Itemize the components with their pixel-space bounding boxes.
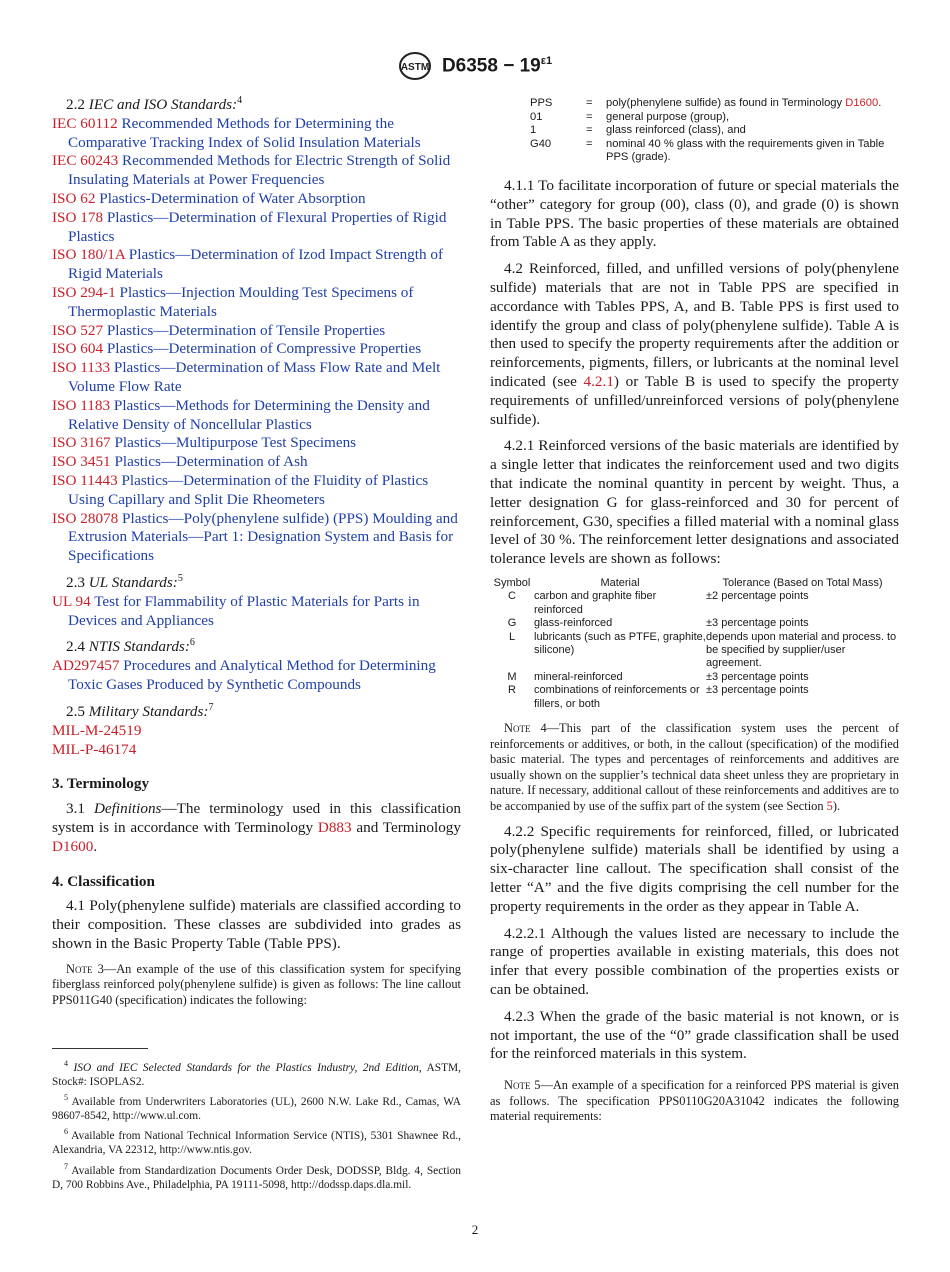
ref-d1600[interactable]: D1600 xyxy=(52,837,94,855)
note-4: Note 4—This part of the classification system uses the percent of reinforcements or additives, or both, in the callout (specification) of the modified basic material. The types and percentages of reinforcements and additives are usually shown on the supplier’s technical data sheet unless they are proprietary in nature. If necessary, additional callout of these reinforcements and additives are to be accompanied by use of the suffix part of the system (see Section 5). xyxy=(490,720,899,813)
reference-entry[interactable] xyxy=(52,510,461,566)
table-row xyxy=(490,590,899,617)
astm-logo-icon xyxy=(398,50,432,82)
material-cell: carbon and graphite fiber reinforced xyxy=(534,590,657,616)
reference-code[interactable]: ISO 1183 xyxy=(52,396,111,414)
reference-code[interactable]: ISO 11443 xyxy=(52,472,118,489)
reference-code[interactable]: ISO 180/1A xyxy=(52,246,125,264)
section-2-2-heading: 2.2 IEC and ISO Standards:$^4$ xyxy=(66,95,243,114)
reference-code[interactable]: ISO 62 xyxy=(52,190,96,208)
reference-code[interactable]: ISO 3451 xyxy=(52,453,111,471)
reference-code[interactable]: ISO 604 xyxy=(52,340,104,358)
reference-title[interactable]: Plastics-Determination of Water Absorption xyxy=(99,190,366,208)
section-4-heading: 4. Classification xyxy=(52,872,155,890)
table-row xyxy=(530,97,899,111)
footnotes xyxy=(52,1048,461,1194)
callout-ref[interactable]: D1600 xyxy=(845,97,879,109)
callout-meaning xyxy=(606,111,899,125)
footnote-number: 6 xyxy=(64,1127,68,1137)
reference-entry[interactable] xyxy=(52,115,461,153)
reference-code[interactable]: ISO 28078 xyxy=(52,509,119,527)
paragraph-4-2-2: 4.2.2 Specific requirements for reinforced, filled, or lubricated poly(phenylene sulfide) materials shall be identified by using a six-character line callout. The specification shall consist of the letter “A” and the five digits comprising the cell number for the property requirements in the order as they appear in Table A. xyxy=(490,822,899,915)
pps-callout-table xyxy=(530,97,899,165)
symbol-cell: M xyxy=(507,670,517,683)
callout-code: PPS xyxy=(530,97,553,109)
section-2-5-heading: 2.5 Military Standards:$^7$ xyxy=(66,701,214,720)
reference-entry[interactable] xyxy=(52,322,461,341)
column-header: Tolerance (Based on Total Mass) xyxy=(722,576,883,589)
symbol-cell: G xyxy=(507,617,517,630)
reference-title[interactable]: Plastics—Determination of the Fluidity of Plastics Using Capillary and Split Die Rheometers xyxy=(68,472,429,508)
table-row xyxy=(530,138,899,165)
note-5: Note 5—An example of a specification for a reinforced PPS material is given as follows. The specification PPS0110G20A31042 indicates the following material requirements: xyxy=(490,1078,899,1124)
footnote-divider xyxy=(52,1048,148,1049)
footnote xyxy=(52,1091,461,1123)
equals-sign: = xyxy=(586,124,593,137)
equals-sign: = xyxy=(586,110,593,123)
reference-title[interactable]: Plastics—Injection Moulding Test Specimens of Thermoplastic Materials xyxy=(68,284,414,320)
footnote xyxy=(52,1057,461,1089)
footnote-text: Available from National Technical Information Service (NTIS), 5301 Shawnee Rd., Alexandria, VA 22312, http://www.ntis.gov. xyxy=(52,1130,461,1157)
section-2-3-heading: 2.3 UL Standards:$^5$ xyxy=(66,572,183,592)
equals-sign: = xyxy=(586,97,593,109)
paragraph-4-2: 4.2 Reinforced, filled, and unfilled versions of poly(phenylene sulfide) materials that are not in Table PPS are specified in accordance with Tables PPS, A, and B. Table PPS is first used to identify the group and class of poly(phenylene sulfide). Table A is then used to specify the property requirements after the addition or reinforcements, pigments, fillers, or lubricants at the nominal level indicated (see 4.2.1) or Table B is used to specify the property requirements of unfilled/unreinforced versions of poly(phenylene sulfide). xyxy=(490,260,899,428)
table-row xyxy=(530,111,899,125)
table-row xyxy=(490,684,899,711)
reference-entry[interactable] xyxy=(52,190,461,209)
reference-code[interactable]: ISO 294-1 xyxy=(52,284,116,302)
reference-title[interactable]: Plastics—Determination of Compressive Properties xyxy=(106,340,422,358)
section-3-heading: 3. Terminology xyxy=(52,775,150,793)
table-row xyxy=(490,617,899,630)
footnote-number: 7 xyxy=(64,1161,68,1171)
reference-title[interactable]: Plastics—Methods for Determining the Density and Relative Density of Noncellular Plastics xyxy=(68,396,430,433)
ref-d883[interactable]: D883 xyxy=(317,818,352,836)
reference-entry[interactable] xyxy=(52,246,461,284)
section-2-4-heading: 2.4 NTIS Standards:$^6$ xyxy=(66,637,195,656)
reference-title[interactable]: Recommended Methods for Electric Strength of Solid Insulating Materials at Power Frequencies xyxy=(68,152,451,189)
page-number: 2 xyxy=(471,1222,479,1237)
paragraph-4-2-2-1: 4.2.2.1 Although the values listed are necessary to include the range of properties available in existing materials, this does not infer that every possible combination of the properties exists or can be obtained. xyxy=(490,924,899,998)
column-header: Material xyxy=(600,576,640,589)
table-row xyxy=(490,631,899,671)
note-3: Note 3—An example of the use of this classification system for specifying fiberglass reinforced poly(phenylene sulfide) is given as follows: The line callout PPS011G40 (specification) indicates the following: xyxy=(52,961,461,1007)
reference-title[interactable]: Plastics—Poly(phenylene sulfide) (PPS) Moulding and Extrusion Materials—Part 1: Designation System and Basis for Specifications xyxy=(68,509,458,565)
reference-code[interactable]: ISO 178 xyxy=(52,208,104,226)
reference-title[interactable]: Plastics—Determination of Tensile Properties xyxy=(106,321,386,339)
material-cell: glass-reinforced xyxy=(534,617,613,630)
mil-reference[interactable]: MIL-P-46174 xyxy=(52,740,137,758)
left-column xyxy=(52,92,461,1017)
right-column xyxy=(490,97,899,1133)
reference-code[interactable]: ISO 527 xyxy=(52,321,104,339)
table-row xyxy=(490,671,899,684)
page-header xyxy=(0,50,950,82)
paragraph-4-2-3: 4.2.3 When the grade of the basic material is not known, or is not important, the use of the “0” grade classification shall be used for the reinforced materials in this system. xyxy=(490,1007,899,1063)
column-header: Symbol xyxy=(493,576,531,589)
footnote xyxy=(52,1125,461,1157)
callout-meaning xyxy=(606,138,899,165)
ref-section-5[interactable]: 5 xyxy=(826,798,833,813)
tolerance-cell: ±3 percentage points xyxy=(706,617,809,630)
ntis-reference[interactable]: AD297457 Procedures and Analytical Method for Determining Toxic Gases Produced by Synthetic Compounds xyxy=(52,657,436,694)
footnote-text: Available from Underwriters Laboratories (UL), 2600 N.W. Lake Rd., Camas, WA 98607-8542, http://www.ul.com. xyxy=(52,1096,462,1123)
reference-code[interactable]: IEC 60112 xyxy=(52,114,118,132)
footnote-text: , ASTM, Stock#: ISOPLAS2. xyxy=(52,1061,461,1088)
material-cell: lubricants (such as PTFE, graphite, silicone) xyxy=(534,630,706,656)
tolerance-cell: ±3 percentage points xyxy=(706,670,809,683)
reference-entry[interactable] xyxy=(52,359,461,397)
reference-code[interactable]: ISO 1133 xyxy=(52,359,111,377)
reference-entry[interactable] xyxy=(52,152,461,190)
table-row xyxy=(530,124,899,138)
reference-title[interactable]: Plastics—Multipurpose Test Specimens xyxy=(114,434,357,452)
reference-title[interactable]: Plastics—Determination of Mass Flow Rate and Melt Volume Flow Rate xyxy=(68,359,441,396)
symbol-cell: R xyxy=(508,684,516,697)
reference-entry[interactable] xyxy=(52,472,461,510)
reference-entry[interactable] xyxy=(52,453,461,472)
callout-meaning xyxy=(606,97,899,111)
footnote-text: Available from Standardization Documents Order Desk, DODSSP, Bldg. 4, Section D, 700 Robbins Ave., Philadelphia, PA 19111-5098, http://dodssp.daps.dla.mil. xyxy=(52,1164,461,1191)
reference-entry[interactable] xyxy=(52,397,461,435)
footnote-title: ISO and IEC Selected Standards for the Plastics Industry, 2nd Edition xyxy=(73,1061,419,1074)
footnote-number: 4 xyxy=(64,1059,68,1068)
tolerance-cell: ±2 percentage points xyxy=(706,590,809,603)
symbol-cell: C xyxy=(508,590,516,603)
material-cell: combinations of reinforcements or fillers, or both xyxy=(534,684,700,710)
callout-code: 01 xyxy=(530,110,543,123)
footnote xyxy=(52,1160,461,1192)
callout-code: G40 xyxy=(530,137,552,150)
paragraph-4-1: 4.1 Poly(phenylene sulfide) materials are classified according to their composition. These classes are subdivided into grades as shown in the Basic Property Table (Table PPS). xyxy=(52,897,461,952)
paragraph-3-1: 3.1 Definitions—The terminology used in this classification system is in accordance with Terminology D883 and Terminology D1600. xyxy=(52,800,462,855)
reinforcement-table xyxy=(490,577,899,711)
reference-title[interactable]: Recommended Methods for Determining the Comparative Tracking Index of Solid Insulation Materials xyxy=(68,114,421,151)
reference-entry[interactable] xyxy=(52,340,461,359)
callout-meaning xyxy=(606,124,899,138)
reference-title[interactable]: Plastics—Determination of Ash xyxy=(114,453,308,471)
callout-text: glass reinforced (class), and xyxy=(606,124,746,137)
reference-entry[interactable] xyxy=(52,434,461,453)
reference-code[interactable]: IEC 60243 xyxy=(52,152,119,170)
paragraph-4-2-1: 4.2.1 Reinforced versions of the basic materials are identified by a single letter that indicates the reinforcement used and two digits that indicate the nominal quantity in percent by weight. Thus, a letter designation G for glass-reinforced and 30 for percent of reinforcement, G30, specifies a filled material with a nominal glass level of 30 %. The reinforcement letter designations and associated tolerance levels are shown as follows: xyxy=(490,437,899,568)
symbol-cell: L xyxy=(508,630,516,643)
paragraph-4-1-1: 4.1.1 To facilitate incorporation of future or special materials the “other” category for group (00), class (0), and grade (0) is shown in Table PPS. The basic properties of these materials are obtained from Table A as they apply. xyxy=(490,176,899,251)
mil-reference[interactable]: MIL-M-24519 xyxy=(52,721,142,739)
reference-code[interactable]: ISO 3167 xyxy=(52,434,111,452)
material-cell: mineral-reinforced xyxy=(534,670,623,683)
callout-tail: . xyxy=(878,97,882,109)
reference-title[interactable]: Plastics—Determination of Izod Impact Strength of Rigid Materials xyxy=(68,246,444,283)
ul-reference[interactable]: UL 94 Test for Flammability of Plastic Materials for Parts in Devices and Appliances xyxy=(52,592,420,629)
reference-title[interactable]: Plastics—Determination of Flexural Properties of Rigid Plastics xyxy=(68,208,447,245)
callout-text: poly(phenylene sulfide) as found in Terminology xyxy=(606,97,846,109)
footnote-number: 5 xyxy=(64,1093,68,1103)
equals-sign: = xyxy=(586,137,593,150)
tolerance-cell: ±3 percentage points xyxy=(706,684,809,697)
reference-entry[interactable] xyxy=(52,209,461,247)
callout-code: 1 xyxy=(530,124,537,137)
reference-entry[interactable] xyxy=(52,284,461,322)
tolerance-cell: depends upon material and process. to be specified by supplier/user agreement. xyxy=(706,630,897,670)
designation: $D6358 - 19^{\varepsilon 1}$ xyxy=(441,54,553,77)
callout-text: nominal 40 % glass with the requirements given in Table PPS (grade). xyxy=(606,137,885,164)
iso-reference-list xyxy=(52,115,461,566)
svg-text:ASTM: ASTM xyxy=(400,62,430,73)
callout-text: general purpose (group), xyxy=(606,110,730,123)
ref-4-2-1[interactable]: 4.2.1 xyxy=(583,372,614,390)
